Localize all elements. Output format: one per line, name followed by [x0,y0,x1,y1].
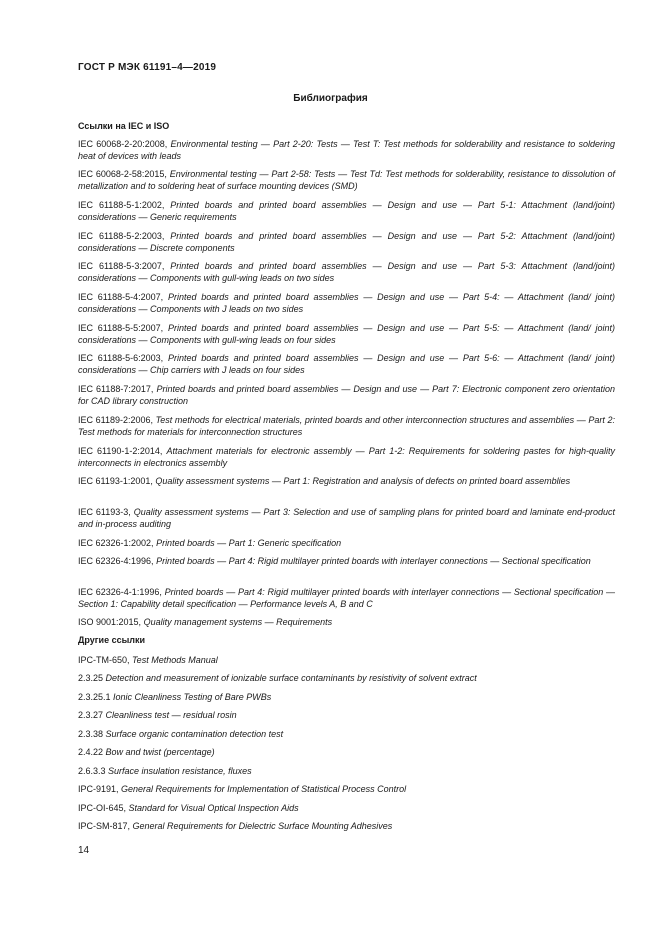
bibliography-entry: IEC 62326-4-1:1996, Printed boards — Part 4: Rigid multilayer printed boards with interlayer connections — Sectional specification — Section 1: Capability detail specification — Performance levels A, B and C [78,587,616,610]
bibliography-entry: IEC 61189-2:2006, Test methods for electrical materials, printed boards and other interconnection structures and assemblies — Part 2: Test methods for materials for interconnection structures [78,415,615,438]
section-heading-other: Другие ссылки [78,635,146,645]
bibliography-entry: IEC 61188-5-6:2003, Printed boards and printed board assemblies — Design and use — Part 5-6: — Attachment (land/ joint) considerations — Chip carriers with J leads on four sides [78,353,616,376]
bibliography-entry: 2.6.3.3 Surface insulation resistance, fluxes [78,766,252,776]
bibliography-entry: IEC 60068-2-20:2008, Environmental testing — Part 2-20: Tests — Test T: Test methods for solderability and resistance to soldering heat of devices with leads [78,139,615,162]
bibliography-entry: 2.3.27 Cleanliness test — residual rosin [78,710,237,720]
bibliography-entry: IEC 61188-7:2017, Printed boards and printed board assemblies — Design and use — Part 7: Electronic component zero orientation for CAD library construction [78,384,615,407]
bibliography-entry: IEC 61188-5-3:2007, Printed boards and printed board assemblies — Design and use — Part 5-3: Attachment (land/joint) considerations — Components with gull-wing leads on two sides [78,261,615,284]
bibliography-entry: IEC 61188-5-5:2007, Printed boards and printed board assemblies — Design and use — Part 5-5: — Attachment (land/ joint) considerations — Components with gull-wing leads on four sides [78,323,616,346]
bibliography-entry: IPC-9191, General Requirements for Implementation of Statistical Process Control [78,784,407,794]
bibliography-entry: IEC 62326-1:2002, Printed boards — Part 1: Generic specification [78,538,342,548]
bibliography-entry: IPC-OI-645, Standard for Visual Optical Inspection Aids [78,803,299,813]
bibliography-entry: IEC 61188-5-2:2003, Printed boards and printed board assemblies — Design and use — Part 5-2: Attachment (land/joint) considerations — Discrete components [78,231,615,254]
bibliography-entry: 2.4.22 Bow and twist (percentage) [78,747,215,757]
bibliography-entry: ISO 9001:2015, Quality management systems — Requirements [78,617,333,627]
bibliography-entry: IEC 61193-1:2001, Quality assessment systems — Part 1: Registration and analysis of defects on printed board assemblies [78,476,571,486]
bibliography-entry: IEC 60068-2-58:2015, Environmental testing — Part 2-58: Tests — Test Td: Test methods for solderability, resistance to dissolution of metallization and to soldering heat of surface mounting devices (SMD) [78,169,615,192]
bibliography-entry: IEC 61188-5-1:2002, Printed boards and printed board assemblies — Design and use — Part 5-1: Attachment (land/joint) considerations — Generic requirements [78,200,615,223]
bibliography-entry: 2.3.38 Surface organic contamination detection test [78,729,284,739]
page-title: Библиография [293,93,368,104]
document-code: ГОСТ Р МЭК 61191–4—2019 [78,62,217,73]
bibliography-entry: IPC-SM-817, General Requirements for Dielectric Surface Mounting Adhesives [78,821,393,831]
section-heading-iec-iso: Ссылки на IEC и ISO [78,121,170,131]
bibliography-entry: IEC 62326-4:1996, Printed boards — Part 4: Rigid multilayer printed boards with interlayer connections — Sectional specification [78,556,591,566]
bibliography-entry: IEC 61190-1-2:2014, Attachment materials for electronic assembly — Part 1-2: Requirements for soldering pastes for high-quality interconnects in electronics assembly [78,446,616,469]
bibliography-entry: IEC 61188-5-4:2007, Printed boards and printed board assemblies — Design and use — Part 5-4: — Attachment (land/ joint) considerations — Components with J leads on two sides [78,292,616,315]
bibliography-entry: 2.3.25.1 Ionic Cleanliness Testing of Bare PWBs [78,692,272,702]
bibliography-entry: IEC 61193-3, Quality assessment systems — Part 3: Selection and use of sampling plans for printed board and laminate end-product and in-process auditing [78,507,615,530]
bibliography-entry: 2.3.25 Detection and measurement of ionizable surface contaminants by resistivity of solvent extract [78,673,477,683]
bibliography-entry: IPC-TM-650, Test Methods Manual [78,655,218,665]
page-number: 14 [78,845,90,856]
